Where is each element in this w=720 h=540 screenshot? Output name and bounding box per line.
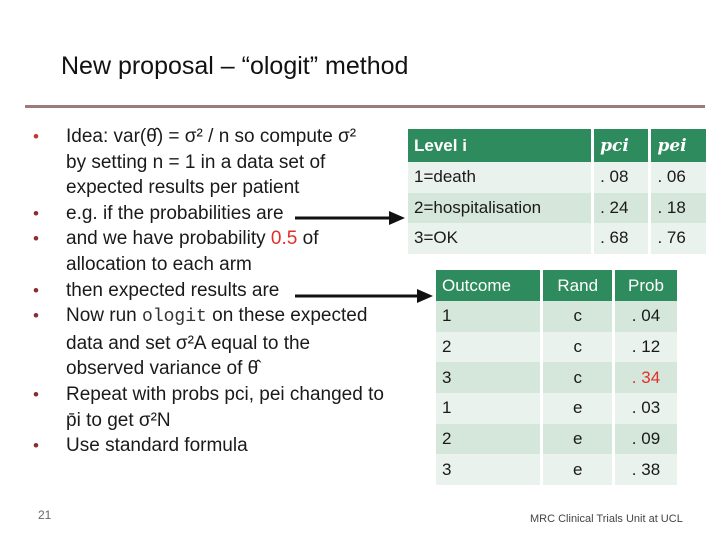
bullet-item bbox=[33, 226, 403, 277]
table-row bbox=[436, 301, 677, 332]
table-cell: . 24 bbox=[593, 193, 650, 224]
table-row bbox=[436, 454, 677, 485]
column-header: pei bbox=[650, 129, 706, 162]
table-cell: c bbox=[542, 362, 613, 393]
bullet-text: observed variance of θ̂ bbox=[66, 358, 259, 380]
table-cell: e bbox=[542, 424, 613, 455]
table-header-row bbox=[408, 129, 706, 162]
bullet-text: and we have probability bbox=[66, 228, 271, 250]
bullet-text: p̄i to get σ²N bbox=[66, 409, 171, 431]
table-row bbox=[436, 393, 677, 424]
bullet-text: e.g. if the probabilities are bbox=[66, 202, 284, 224]
bullet-dot: • bbox=[33, 203, 39, 223]
table-cell: e bbox=[542, 454, 613, 485]
table-row bbox=[436, 424, 677, 455]
bullet-dot: • bbox=[33, 436, 39, 456]
table-cell: 2 bbox=[436, 424, 542, 455]
bullet-text: Repeat with probs pci, pei changed to bbox=[66, 383, 384, 405]
column-header: pci bbox=[593, 129, 650, 162]
table-cell: . 18 bbox=[650, 193, 706, 224]
bullet-text: Use standard formula bbox=[66, 435, 248, 457]
bullet-item bbox=[33, 303, 403, 382]
column-header: Level i bbox=[408, 129, 593, 162]
column-header: Outcome bbox=[436, 270, 542, 301]
table-cell: 1=death bbox=[408, 162, 593, 193]
table-cell: 1 bbox=[436, 301, 542, 332]
bullet-dot: • bbox=[33, 127, 39, 146]
table-cell: 2=hospitalisation bbox=[408, 193, 593, 224]
bullet-text: on these expected bbox=[206, 305, 368, 327]
table-cell: . 38 bbox=[613, 454, 677, 485]
table-cell: c bbox=[542, 301, 613, 332]
table-cell: 2 bbox=[436, 332, 542, 363]
table-cell: c bbox=[542, 332, 613, 363]
code-text: ologit bbox=[142, 307, 207, 328]
table-row bbox=[436, 332, 677, 363]
table-row bbox=[408, 193, 706, 224]
bullet-text: then expected results are bbox=[66, 279, 280, 301]
probability-table bbox=[408, 129, 706, 254]
table-cell: . 68 bbox=[593, 223, 650, 254]
arrow-icon bbox=[295, 286, 435, 306]
table-cell: . 03 bbox=[613, 393, 677, 424]
bullet-text: of bbox=[297, 228, 319, 250]
table-cell: 3=OK bbox=[408, 223, 593, 254]
bullet-text: expected results per patient bbox=[66, 177, 300, 199]
bullet-item bbox=[33, 382, 403, 433]
table-cell: 1 bbox=[436, 393, 542, 424]
bullet-text: data and set σ²A equal to the bbox=[66, 332, 311, 354]
bullet-dot: • bbox=[33, 229, 39, 249]
table-row bbox=[436, 362, 677, 393]
bullet-text: Now run bbox=[66, 305, 143, 327]
table-cell: . 08 bbox=[593, 162, 650, 193]
bullet-item bbox=[33, 124, 403, 201]
footer-text: MRC Clinical Trials Unit at UCL bbox=[530, 513, 683, 525]
bullet-text: allocation to each arm bbox=[66, 253, 252, 275]
slide-title: New proposal – “ologit” method bbox=[61, 52, 409, 80]
title-rule bbox=[25, 105, 705, 108]
bullet-text: by setting n = 1 in a data set of bbox=[66, 151, 326, 173]
table-cell: 3 bbox=[436, 454, 542, 485]
bullet-item bbox=[33, 433, 403, 459]
table-header-row bbox=[436, 270, 677, 301]
expected-results-table bbox=[436, 270, 677, 485]
table-row bbox=[408, 162, 706, 193]
table-cell: 3 bbox=[436, 362, 542, 393]
highlight-value: 0.5 bbox=[270, 228, 298, 250]
table-cell: . 06 bbox=[650, 162, 706, 193]
arrow-icon bbox=[295, 208, 407, 228]
table-cell: . 12 bbox=[613, 332, 677, 363]
page-number: 21 bbox=[38, 508, 52, 522]
table-cell: e bbox=[542, 393, 613, 424]
bullet-dot: • bbox=[33, 384, 39, 404]
table-cell-highlight: . 34 bbox=[613, 362, 677, 393]
column-header: Rand bbox=[542, 270, 613, 301]
bullet-dot: • bbox=[33, 280, 39, 300]
table-cell: . 04 bbox=[613, 301, 677, 332]
bullet-text: Idea: var(θ̂) = σ² / n so compute σ² bbox=[66, 126, 357, 147]
table-cell: . 09 bbox=[613, 424, 677, 455]
column-header: Prob bbox=[613, 270, 677, 301]
bullet-dot: • bbox=[33, 306, 39, 326]
table-row bbox=[408, 223, 706, 254]
table-cell: . 76 bbox=[650, 223, 706, 254]
